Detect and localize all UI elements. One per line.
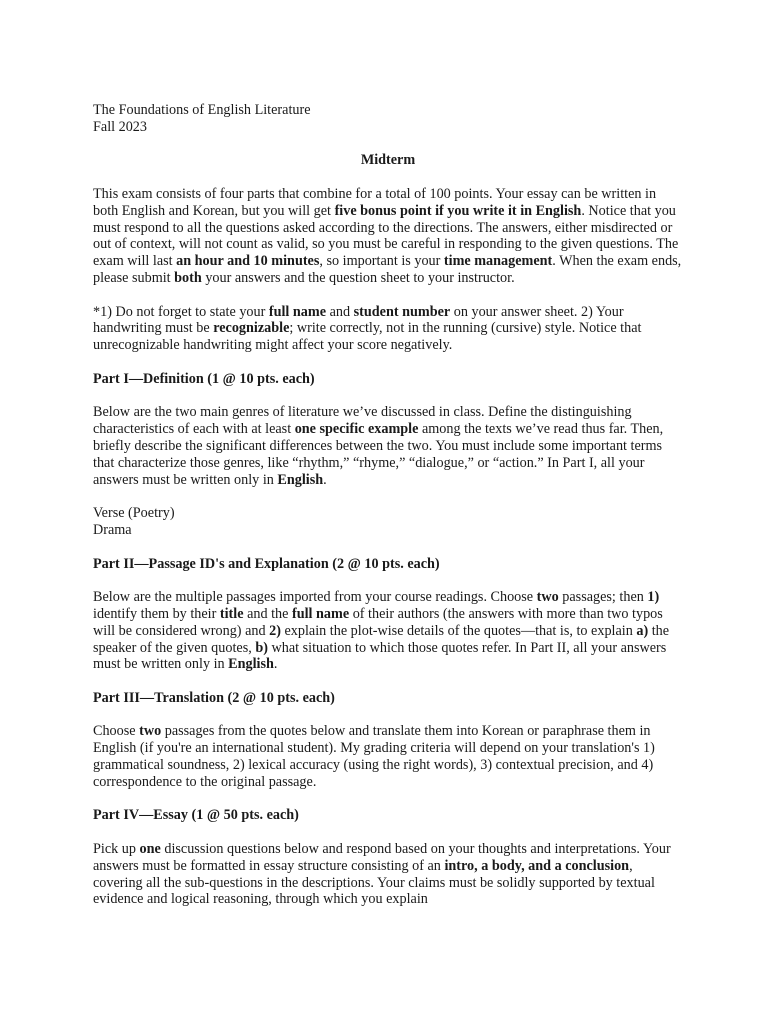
part4-text-2: discussion questions below and respond based on your thoughts and interpretations. Your answers must be formatted in essay structure consisting of an [93, 841, 671, 874]
part1-heading: Part I—Definition (1 @ 10 pts. each) [93, 370, 315, 387]
intro-bold-bonus: five bonus point if you write it in English [334, 202, 582, 219]
genre-item-verse: Verse (Poetry) [93, 505, 175, 522]
part4-text-3: , covering all the sub-questions in the descriptions. Your claims must be solidly supported by textual evidence and logical reasoning, through which you explain [93, 857, 655, 908]
notice-text-2: and [326, 303, 354, 320]
course-header [93, 102, 683, 136]
exam-document [93, 102, 683, 925]
part2-bold-full-name: full name [291, 605, 350, 622]
part2-text-1: Below are the multiple passages imported from your course readings. Choose [93, 589, 537, 606]
part2-bold-english: English [228, 656, 274, 673]
course-term: Fall 2023 [93, 118, 147, 135]
notice-paragraph [93, 304, 683, 354]
part2-text-7: the speaker of the given quotes, [93, 622, 670, 656]
course-title: The Foundations of English Literature [93, 102, 311, 118]
part2-bold-step1: 1) [647, 589, 660, 606]
part2-text-5: of their authors (the answers with more than two typos will be considered wrong) and [93, 605, 663, 639]
part4-bold-structure: intro, a body, and a conclusion [444, 857, 630, 874]
part3-paragraph [93, 723, 683, 790]
part1-text-2: among the texts we’ve read thus far. Then, briefly describe the significant differences between the two. You must include some important terms that characterize those genres, like “rhythm,” “rhyme,” “dialogue,” or “action.” In Part I, all your answers must be written only in [93, 421, 664, 488]
intro-bold-time-management: time management [443, 253, 553, 270]
intro-text-4: . When the exam ends, please submit [93, 253, 682, 286]
notice-bold-student-number: student number [353, 303, 451, 320]
part4-heading: Part IV—Essay (1 @ 50 pts. each) [93, 807, 299, 824]
intro-bold-duration: an hour and 10 minutes [176, 253, 320, 270]
part4-text-1: Pick up [93, 841, 140, 858]
part2-bold-step2: 2) [269, 622, 281, 639]
notice-bold-recognizable: recognizable [213, 320, 290, 337]
part2-bold-title: title [219, 605, 244, 622]
notice-bold-full-name: full name [268, 303, 327, 320]
part2-text-8: what situation to which those quotes refer. In Part II, all your answers must be written only in [93, 639, 667, 673]
part1-text-3: . [323, 471, 327, 488]
part2-text-9: . [273, 656, 278, 673]
part3-text-2: passages from the quotes below and translate them into Korean or paraphrase them in English (if you're an international student). My grading criteria will depend on your translation's 1) grammatical soundness, 2) lexical accuracy (using the right words), 3) contextual precision, and 4) correspondence to the original passage. [93, 723, 655, 790]
part1-bold-example: one specific example [294, 421, 419, 438]
intro-text-2: . Notice that you must respond to all the questions asked according to the directions. The answers, either misdirected or out of context, will not count as valid, so you must be careful in responding to the given questions. The exam will last [93, 202, 679, 270]
part4-paragraph [93, 841, 683, 908]
part2-text-2: passages; then [558, 589, 648, 606]
part3-bold-two: two [139, 723, 162, 740]
intro-bold-both: both [174, 269, 202, 286]
part2-heading: Part II—Passage ID's and Explanation (2 @ 10 pts. each) [93, 555, 440, 572]
notice-text-3: on your answer sheet. 2) Your handwriting must be [93, 303, 624, 337]
genre-item-drama: Drama [93, 521, 132, 538]
part3-text-1: Choose [93, 723, 140, 740]
part3-heading: Part III—Translation (2 @ 10 pts. each) [93, 689, 335, 706]
notice-text-1: *1) Do not forget to state your [93, 303, 269, 320]
part2-text-4: and the [243, 605, 292, 622]
part2-paragraph [93, 589, 683, 673]
genre-list [93, 505, 683, 539]
part2-text-6: explain the plot-wise details of the quotes—that is, to explain [280, 622, 637, 639]
exam-title: Midterm [360, 152, 416, 169]
part2-bold-two: two [536, 589, 559, 606]
intro-text-1: This exam consists of four parts that combine for a total of 100 points. Your essay can be written in both English and Korean, but you will get [93, 185, 657, 219]
intro-text-3: , so important is your [319, 253, 444, 270]
part1-paragraph [93, 404, 683, 488]
part2-text-3: identify them by their [93, 605, 220, 622]
part1-text-1: Below are the two main genres of literature we’ve discussed in class. Define the distinguishing characteristics of each with at least [93, 404, 632, 438]
intro-paragraph [93, 186, 683, 287]
part2-bold-a: a) [636, 622, 649, 639]
part4-bold-one: one [139, 841, 161, 858]
part1-bold-english: English [277, 471, 324, 488]
intro-text-5: your answers and the question sheet to your instructor. [201, 269, 515, 286]
notice-text-4: ; write correctly, not in the running (cursive) style. Notice that unrecognizable handwriting might affect your score negatively. [93, 320, 642, 354]
part2-bold-b: b) [255, 639, 268, 656]
